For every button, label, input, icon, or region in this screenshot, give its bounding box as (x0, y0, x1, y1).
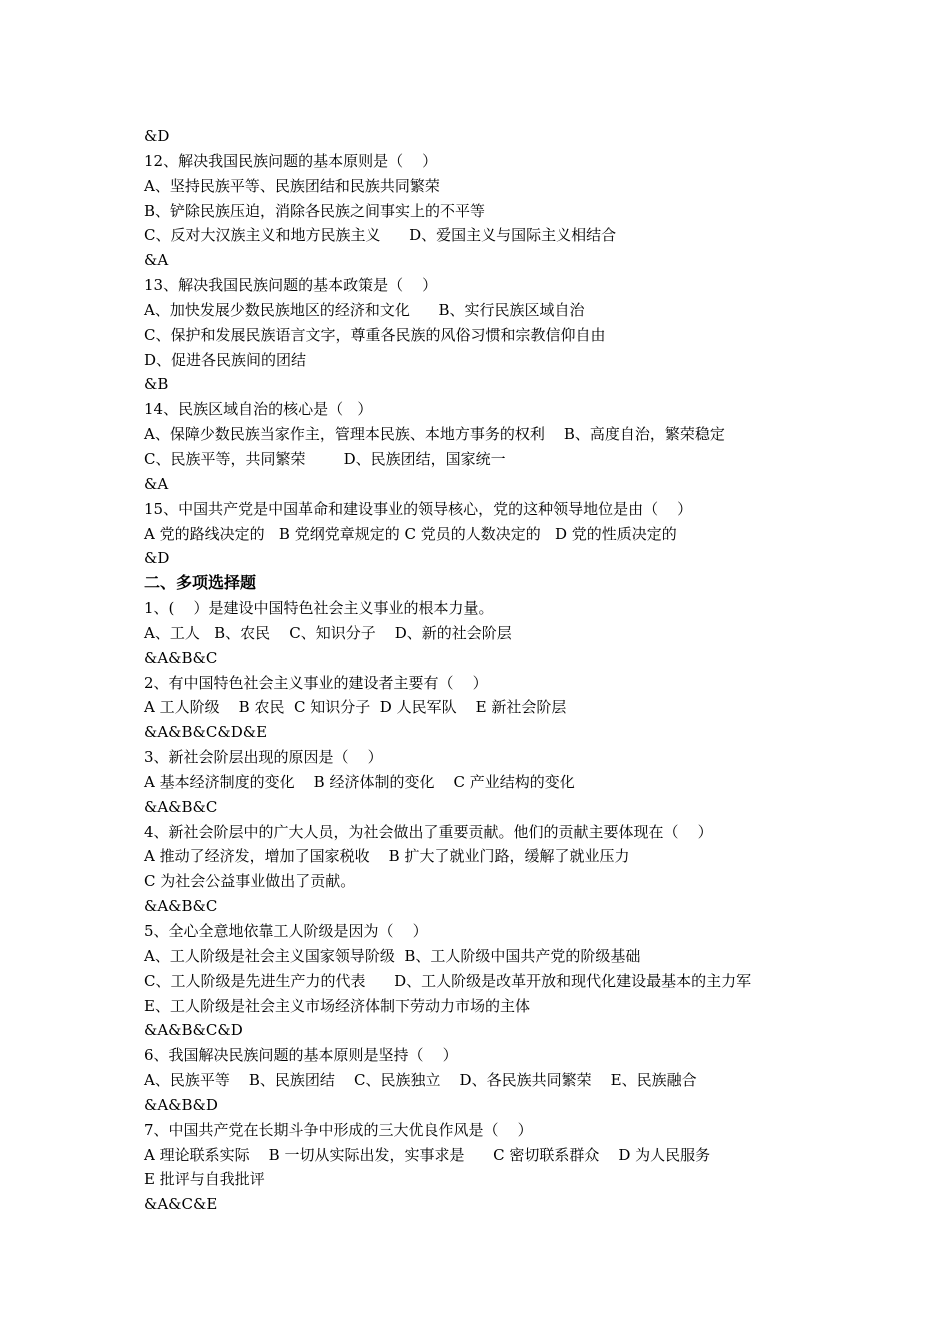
document-page (144, 124, 824, 1217)
option-line: A、坚持民族平等、民族团结和民族共同繁荣 (144, 176, 440, 195)
option-line: D、促进各民族间的团结 (144, 350, 307, 369)
question-14: 14、民族区域自治的核心是（ ） (144, 400, 373, 419)
question-1: 1、( ）是建设中国特色社会主义事业的根本力量。 (144, 599, 494, 618)
answer-line: &A&B&D (144, 1095, 218, 1114)
question-5: 5、全心全意地依靠工人阶级是因为（ ） (144, 922, 428, 940)
question-4: 4、新社会阶层中的广大人员，为社会做出了重要贡献。他们的贡献主要体现在（ ） (144, 822, 713, 841)
option-line: A、工人 B、农民 C、知识分子 D、新的社会阶层 (144, 623, 512, 642)
answer-line: &A&B&C&D (144, 1021, 243, 1040)
answer-line: &A&B&C (144, 648, 218, 667)
answer-line: &A (144, 474, 169, 493)
question-7: 7、中国共产党在长期斗争中形成的三大优良作风是（ ） (144, 1120, 533, 1139)
option-line: A、加快发展少数民族地区的经济和文化 B、实行民族区域自治 (144, 300, 585, 319)
option-line: C、保护和发展民族语言文字，尊重各民族的风俗习惯和宗教信仰自由 (144, 325, 606, 344)
option-line: C 为社会公益事业做出了贡献。 (144, 872, 356, 891)
option-line: A 工人阶级 B 农民 C 知识分子 D 人民军队 E 新社会阶层 (144, 698, 567, 717)
answer-line: &D (144, 127, 170, 145)
option-line: A 党的路线决定的 B 党纲党章规定的 C 党员的人数决定的 D 党的性质决定的 (144, 524, 677, 543)
question-12: 12、解决我国民族问题的基本原则是（ ） (144, 151, 438, 170)
option-line: B、铲除民族压迫，消除各民族之间事实上的不平等 (144, 201, 486, 220)
option-line: A 理论联系实际 B 一切从实际出发，实事求是 C 密切联系群众 D 为人民服务 (144, 1145, 711, 1164)
question-15: 15、中国共产党是中国革命和建设事业的领导核心，党的这种领导地位是由（ ） (144, 499, 693, 518)
answer-line: &A&B&C&D&E (144, 723, 268, 742)
answer-line: &D (144, 549, 170, 568)
option-line: E、工人阶级是社会主义市场经济体制下劳动力市场的主体 (144, 996, 530, 1015)
question-3: 3、新社会阶层出现的原因是（ ） (144, 748, 383, 767)
answer-line: &A&C&E (144, 1195, 218, 1214)
answer-line: &A&B&C (144, 797, 218, 816)
question-13: 13、解决我国民族问题的基本政策是（ ） (144, 276, 438, 295)
option-line: C、工人阶级是先进生产力的代表 D、工人阶级是改革开放和现代化建设最基本的主力军 (144, 971, 752, 990)
section-heading: 二、多项选择题 (144, 573, 257, 593)
option-line: C、反对大汉族主义和地方民族主义 D、爱国主义与国际主义相结合 (144, 226, 617, 245)
option-line: A 基本经济制度的变化 B 经济体制的变化 C 产业结构的变化 (144, 772, 575, 791)
answer-line: &A&B&C (144, 897, 218, 916)
answer-line: &B (144, 375, 169, 394)
answer-line: &A (144, 251, 169, 270)
option-line: A 推动了经济发，增加了国家税收 B 扩大了就业门路，缓解了就业压力 (144, 847, 630, 866)
option-line: A、保障少数民族当家作主，管理本民族、本地方事务的权利 B、高度自治，繁荣稳定 (144, 425, 725, 444)
option-line: E 批评与自我批评 (144, 1170, 265, 1189)
option-line: A、工人阶级是社会主义国家领导阶级 B、工人阶级中国共产党的阶级基础 (144, 946, 641, 965)
question-2: 2、有中国特色社会主义事业的建设者主要有（ ） (144, 673, 488, 692)
option-line: A、民族平等 B、民族团结 C、民族独立 D、各民族共同繁荣 E、民族融合 (144, 1071, 697, 1090)
option-line: C、民族平等，共同繁荣 D、民族团结，国家统一 (144, 449, 506, 468)
question-6: 6、我国解决民族问题的基本原则是坚持（ ） (144, 1046, 458, 1065)
